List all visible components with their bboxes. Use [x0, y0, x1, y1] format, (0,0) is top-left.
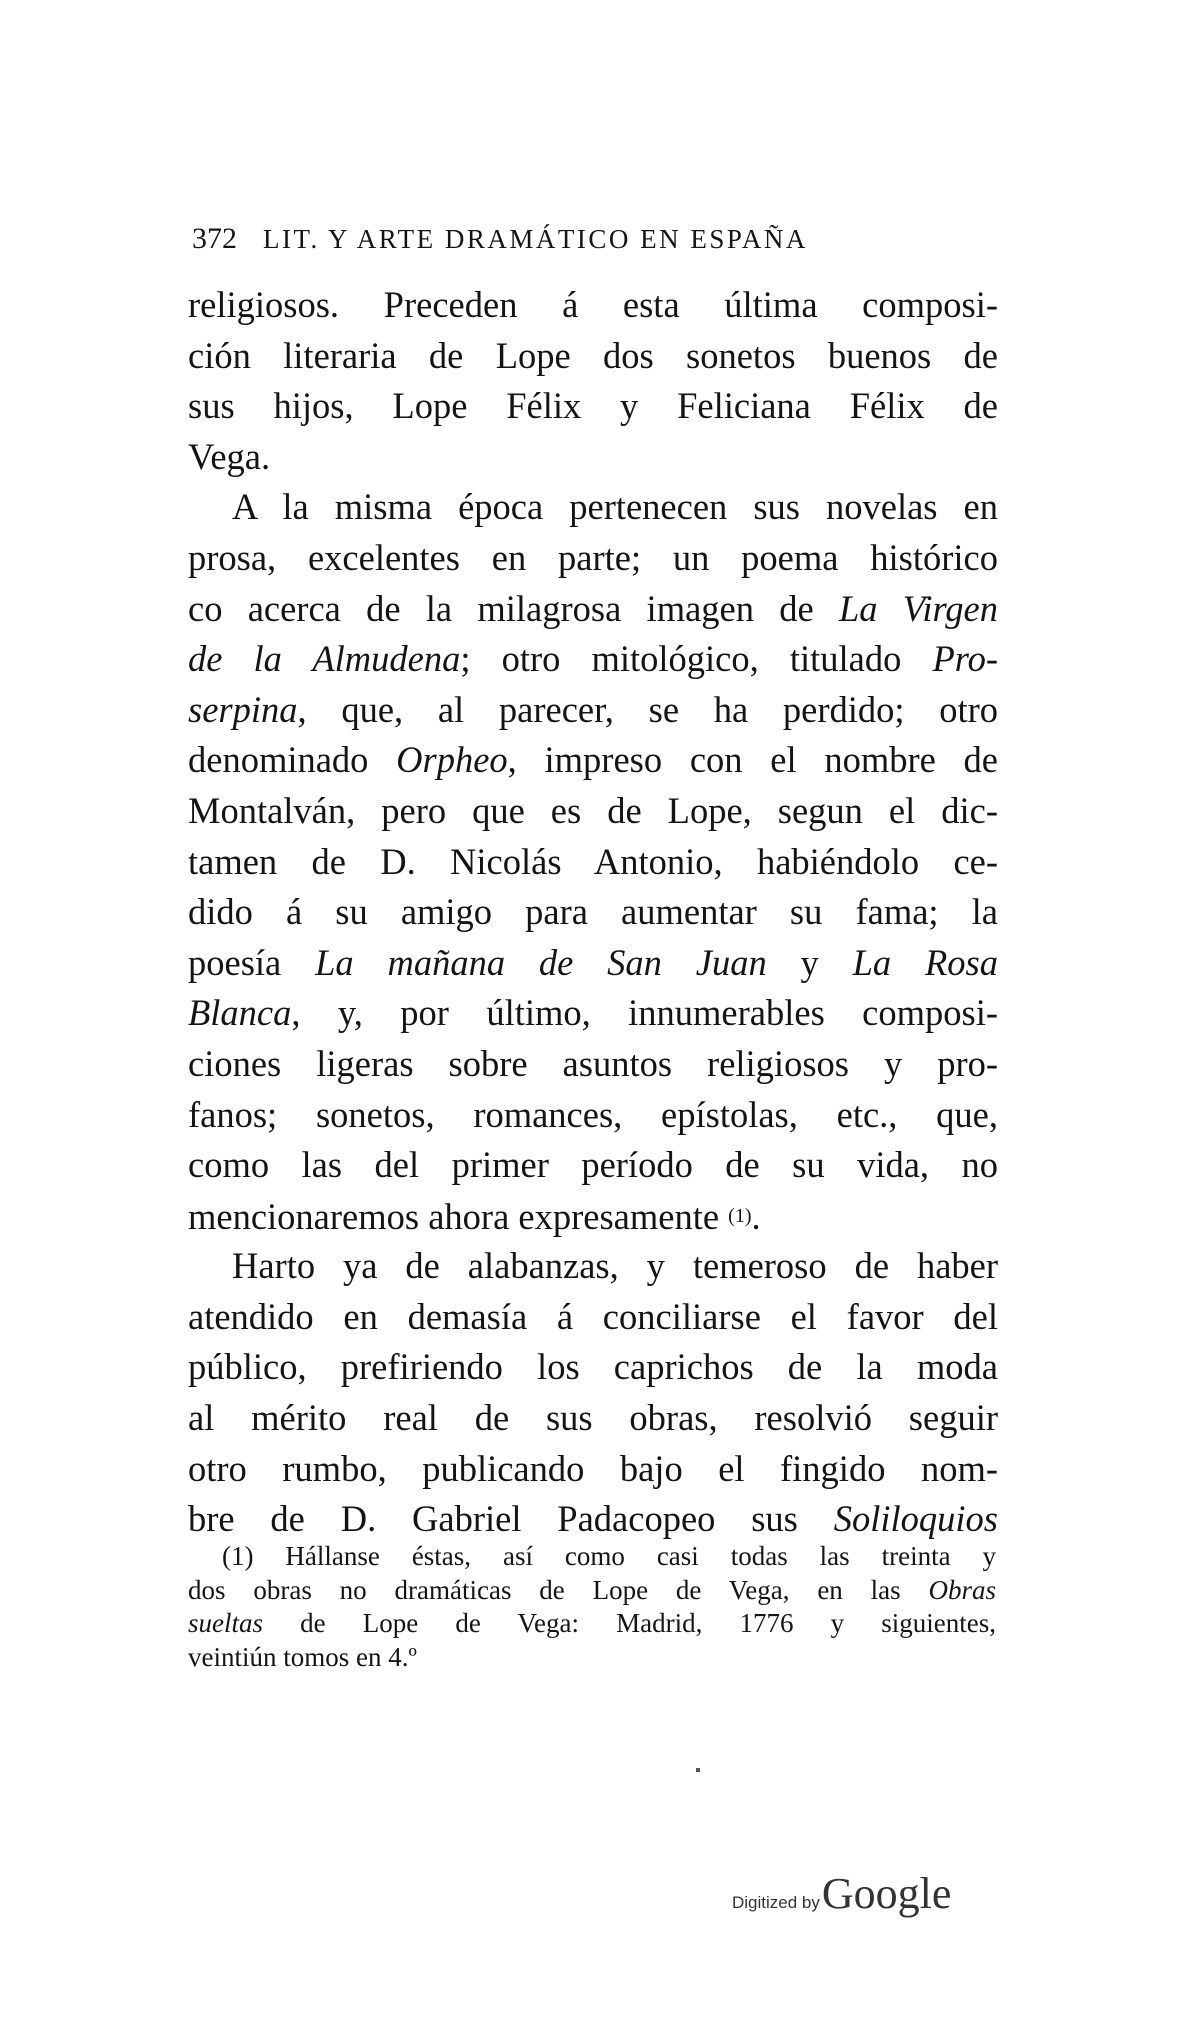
text-line: público, prefiriendo los caprichos de la moda — [188, 1346, 998, 1388]
text-run: denominado — [188, 739, 397, 781]
text-line — [188, 634, 998, 685]
footnote-line: veintiún tomos en 4.º — [188, 1641, 417, 1672]
text-line: dido á su amigo para aumentar su fama; la — [188, 891, 998, 933]
text-line: Montalván, pero que es de Lope, segun el dic- — [188, 789, 998, 831]
text-line: sus hijos, Lope Félix y Feliciana Félix de — [188, 385, 998, 427]
text-run: co acerca de la milagrosa imagen de — [188, 587, 839, 629]
body-text — [188, 280, 998, 1545]
text-run: , que, al parecer, se ha perdido; otro — [297, 688, 998, 730]
text-run: . — [751, 1195, 761, 1237]
italic-title: La Virgen — [838, 587, 999, 629]
paragraph-start-line: Harto ya de alabanzas, y temeroso de haber — [232, 1245, 998, 1287]
italic-title: de la Almudena — [188, 638, 461, 680]
italic-title: La mañana de San Juan — [315, 941, 767, 983]
text-line: otro rumbo, publicando bajo el fingido nom- — [188, 1447, 998, 1489]
italic-title: Soliloquios — [833, 1498, 998, 1540]
text-line — [188, 1494, 998, 1545]
page-number: 372 — [192, 222, 237, 255]
text-line: ción literaria de Lope dos sonetos buenos de — [188, 334, 998, 376]
text-run: poesía — [188, 941, 316, 983]
text-line: tamen de D. Nicolás Antonio, habiéndolo ce- — [188, 840, 998, 882]
text-line: atendido en demasía á conciliarse el favor del — [188, 1295, 998, 1337]
text-line — [188, 1191, 998, 1242]
footnote-line — [188, 1607, 996, 1641]
italic-title: serpina — [188, 688, 298, 730]
text-run: Hállanse éstas, así como casi todas las treinta y — [253, 1541, 996, 1571]
italic-title: Pro- — [932, 638, 998, 680]
running-header — [192, 222, 952, 266]
digitized-watermark — [732, 1868, 951, 1919]
text-run: , impreso con el nombre de — [507, 739, 998, 781]
google-logo: Google — [821, 1869, 952, 1918]
text-run: y — [766, 941, 853, 983]
text-run: bre de D. Gabriel Padacopeo sus — [188, 1498, 834, 1540]
italic-title: La Rosa — [852, 941, 998, 983]
text-line: prosa, excelentes en parte; un poema histórico — [188, 536, 998, 578]
watermark-small-text: Digitized by — [732, 1893, 820, 1912]
text-line: al mérito real de sus obras, resolvió seguir — [188, 1397, 998, 1439]
text-run: , y, por último, innumerables composi- — [291, 992, 998, 1034]
text-line: como las del primer período de su vida, no — [188, 1144, 998, 1186]
text-line: fanos; sonetos, romances, epístolas, etc., que, — [188, 1093, 998, 1135]
text-line — [188, 988, 998, 1039]
text-run: mencionaremos ahora expresamente — [188, 1195, 729, 1237]
text-line — [188, 685, 998, 736]
ink-speck — [696, 1768, 700, 1772]
footnote-reference: (1) — [728, 1204, 752, 1227]
text-line: ciones ligeras sobre asuntos religiosos y pro- — [188, 1042, 998, 1084]
paragraph-start-line: A la misma época pertenecen sus novelas en — [232, 486, 998, 528]
footnote-line — [188, 1540, 996, 1574]
text-run: de Lope de Vega: Madrid, 1776 y siguientes, — [263, 1608, 996, 1639]
text-line — [188, 584, 998, 635]
italic-title: Obras — [928, 1574, 996, 1605]
text-line: Vega. — [188, 435, 271, 477]
italic-title: Orpheo — [396, 739, 508, 781]
footnote — [188, 1540, 996, 1674]
text-line: religiosos. Preceden á esta última composi- — [188, 284, 998, 325]
italic-title: sueltas — [188, 1608, 264, 1639]
text-line — [188, 735, 998, 786]
text-run: ; otro mitológico, titulado — [460, 638, 933, 680]
text-run: dos obras no dramáticas de Lope de Vega, en las — [188, 1574, 929, 1605]
running-title: LIT. Y ARTE DRAMÁTICO EN ESPAÑA — [263, 224, 808, 254]
footnote-marker: (1) — [222, 1541, 254, 1571]
italic-title: Blanca — [188, 992, 292, 1034]
footnote-line — [188, 1574, 996, 1608]
text-line — [188, 938, 998, 989]
